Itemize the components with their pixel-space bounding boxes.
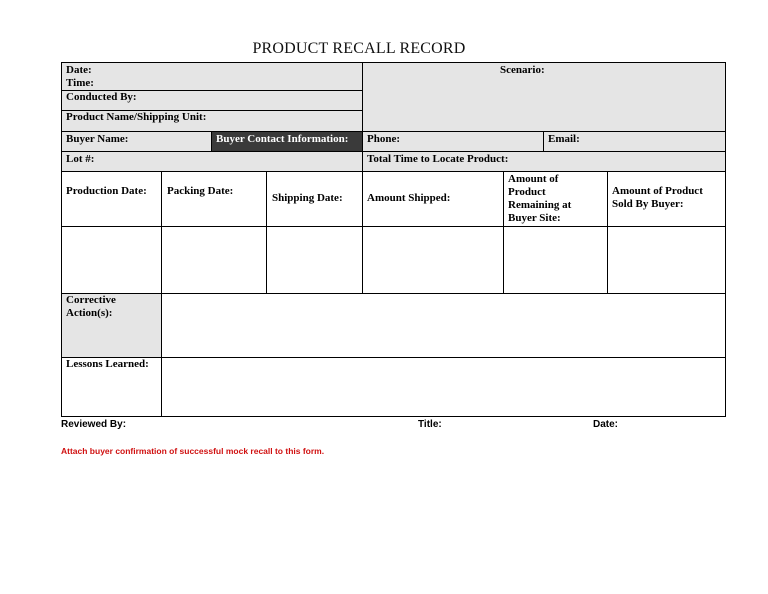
packing-date-header xyxy=(161,171,267,227)
total-time-label: Total Time to Locate Product: xyxy=(367,153,509,165)
corrective-action-input[interactable] xyxy=(161,293,726,358)
packing-date-input[interactable] xyxy=(161,226,267,294)
email-label: Email: xyxy=(548,133,580,145)
time-label: Time: xyxy=(66,77,94,89)
total-time-cell[interactable] xyxy=(362,151,726,172)
packing-date-label: Packing Date: xyxy=(167,185,234,197)
reviewed-by-label: Reviewed By: xyxy=(61,419,127,430)
lessons-learned-input[interactable] xyxy=(161,357,726,417)
phone-cell[interactable] xyxy=(362,131,544,152)
conducted-by-label: Conducted By: xyxy=(66,91,137,103)
amount-shipped-label: Amount Shipped: xyxy=(367,192,451,204)
conducted-by-cell[interactable] xyxy=(61,90,363,111)
shipping-date-input[interactable] xyxy=(266,226,363,294)
amount-shipped-header xyxy=(362,171,504,227)
amount-remaining-label: Amount of Product Remaining at Buyer Site: xyxy=(508,173,572,224)
production-date-input[interactable] xyxy=(61,226,162,294)
shipping-date-label: Shipping Date: xyxy=(272,192,343,204)
phone-label: Phone: xyxy=(367,133,400,145)
buyer-name-label: Buyer Name: xyxy=(66,133,129,145)
production-date-label: Production Date: xyxy=(66,185,147,197)
lot-label: Lot #: xyxy=(66,153,95,165)
amount-remaining-input[interactable] xyxy=(503,226,608,294)
production-date-header xyxy=(61,171,162,227)
email-cell[interactable] xyxy=(543,131,726,152)
footer-title-label: Title: xyxy=(418,419,442,430)
footer-date-label: Date: xyxy=(593,419,619,430)
lessons-learned-label: Lessons Learned: xyxy=(66,358,149,370)
attachment-note: Attach buyer confirmation of successful mock recall to this form. xyxy=(61,446,325,456)
date-label: Date: xyxy=(66,64,92,76)
product-name-label: Product Name/Shipping Unit: xyxy=(66,111,207,123)
scenario-cell[interactable] xyxy=(362,62,726,132)
scenario-label: Scenario: xyxy=(500,64,545,76)
form-title: PRODUCT RECALL RECORD xyxy=(252,40,466,57)
shipping-date-header xyxy=(266,171,363,227)
amount-sold-label: Amount of Product Sold By Buyer: xyxy=(612,185,703,210)
corrective-action-label: Corrective Action(s): xyxy=(66,294,116,319)
buyer-contact-label: Buyer Contact Information: xyxy=(216,133,349,145)
amount-sold-input[interactable] xyxy=(607,226,726,294)
amount-sold-header xyxy=(607,171,726,227)
product-name-cell[interactable] xyxy=(61,110,363,132)
buyer-name-cell[interactable] xyxy=(61,131,212,152)
amount-remaining-header xyxy=(503,171,608,227)
date-time-cell[interactable] xyxy=(61,62,363,91)
amount-shipped-input[interactable] xyxy=(362,226,504,294)
buyer-contact-header xyxy=(211,131,363,152)
lot-cell[interactable] xyxy=(61,151,363,172)
corrective-action-header xyxy=(61,293,162,358)
lessons-learned-header xyxy=(61,357,162,417)
